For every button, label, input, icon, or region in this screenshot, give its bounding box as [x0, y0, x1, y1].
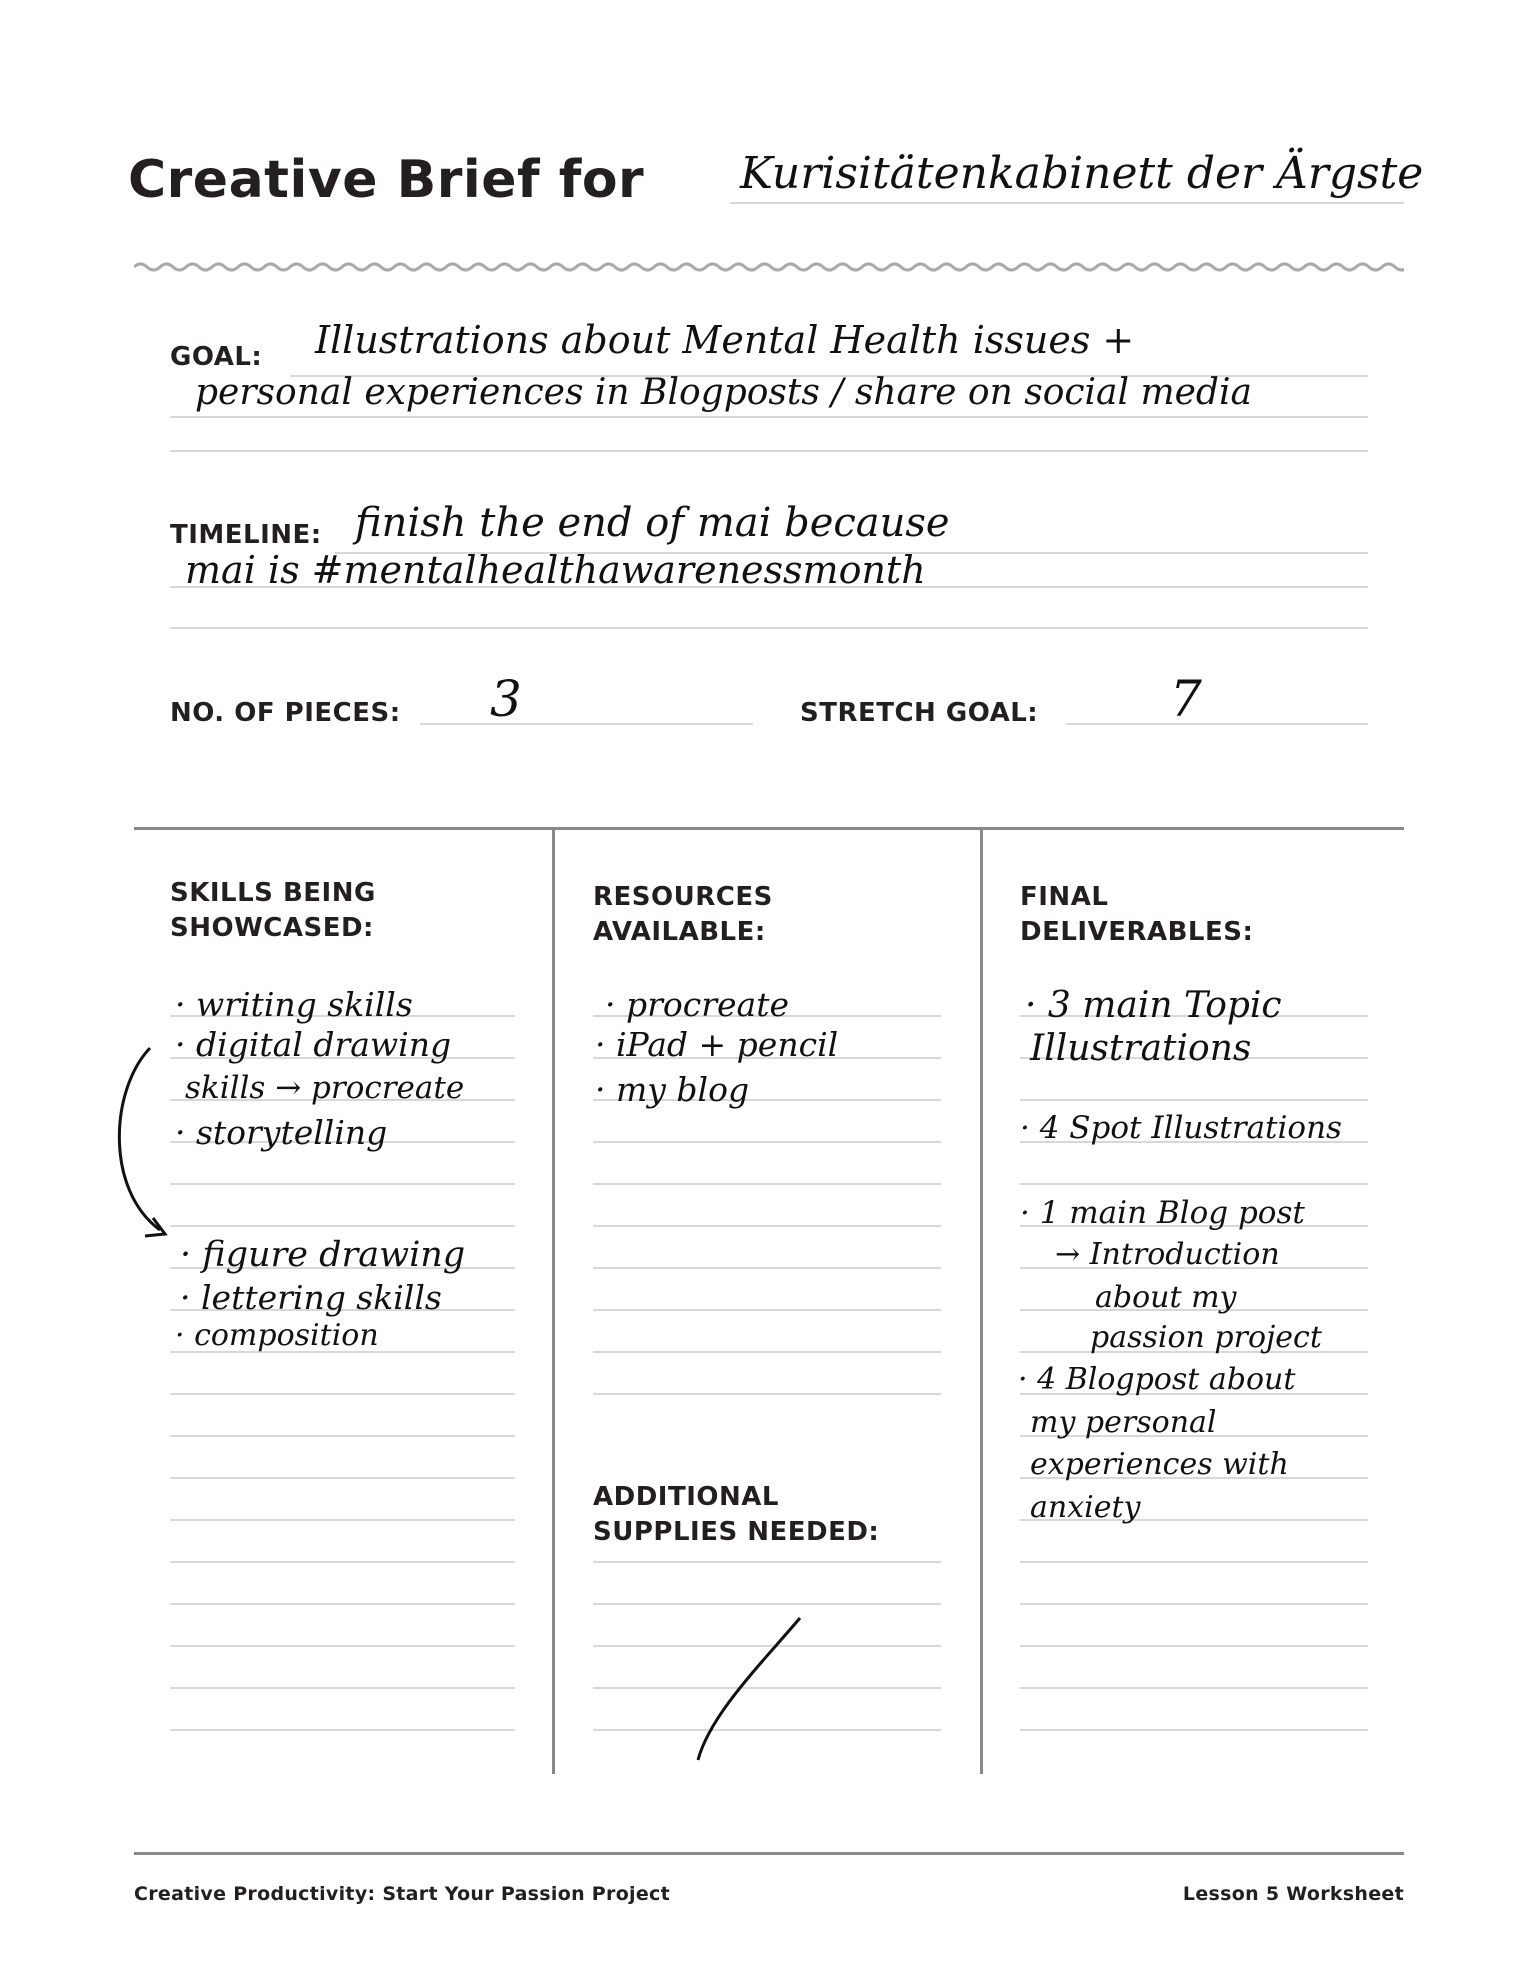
- ruled-line: [1020, 1561, 1368, 1563]
- timeline-text-2: mai is #mentalhealthawarenessmonth: [185, 548, 926, 592]
- footer-rule: [134, 1852, 1404, 1855]
- skills-item: · figure drawing: [180, 1235, 466, 1275]
- resources-item: · iPad + pencil: [595, 1025, 839, 1064]
- ruled-line: [170, 1729, 515, 1731]
- deliverables-item: my personal: [1030, 1405, 1217, 1440]
- footer-lesson-label: Lesson 5 Worksheet: [1182, 1883, 1404, 1905]
- skills-item: · lettering skills: [180, 1278, 442, 1317]
- ruled-line: [170, 1183, 515, 1185]
- deliverables-item: anxiety: [1030, 1490, 1141, 1525]
- goal-label: GOAL:: [170, 342, 263, 372]
- skills-label: SKILLS BEING SHOWCASED:: [170, 878, 376, 943]
- pieces-value: 3: [490, 670, 522, 728]
- ruled-line: [170, 1435, 515, 1437]
- ruled-line: [1020, 1183, 1368, 1185]
- ruled-line: [593, 1267, 941, 1269]
- stretch-goal-value: 7: [1170, 670, 1202, 728]
- deliverables-item: · 4 Spot Illustrations: [1020, 1110, 1342, 1146]
- skills-item: skills → procreate: [185, 1070, 465, 1106]
- ruled-line: [1020, 1099, 1368, 1101]
- ruled-line: [1020, 1729, 1368, 1731]
- ruled-line: [170, 1225, 515, 1227]
- ruled-line: [1020, 1645, 1368, 1647]
- ruled-line: [593, 1309, 941, 1311]
- deliverables-label: FINAL DELIVERABLES:: [1020, 882, 1254, 947]
- ruled-line: [170, 1687, 515, 1689]
- footer-course-title: Creative Productivity: Start Your Passion Project: [134, 1883, 671, 1905]
- ruled-line: [170, 1645, 515, 1647]
- ruled-line: [593, 1225, 941, 1227]
- deliverables-item: · 4 Blogpost about: [1018, 1362, 1296, 1397]
- empty-slash-mark: [680, 1610, 810, 1770]
- resources-label: RESOURCES AVAILABLE:: [593, 882, 773, 947]
- ruled-line: [593, 1603, 941, 1605]
- goal-text-1: Illustrations about Mental Health issues +: [315, 318, 1135, 362]
- deliverables-item: · 3 main Topic: [1025, 985, 1282, 1026]
- deliverables-item: Illustrations: [1030, 1028, 1252, 1069]
- deliverables-item: passion project: [1090, 1320, 1322, 1355]
- skills-item: · composition: [175, 1318, 379, 1353]
- page-title: Creative Brief for: [128, 150, 645, 210]
- ruled-line: [170, 1603, 515, 1605]
- curved-arrow-icon: [105, 1040, 195, 1250]
- timeline-label: TIMELINE:: [170, 520, 322, 550]
- ruled-line: [1020, 1687, 1368, 1689]
- ruled-line: [170, 1519, 515, 1521]
- goal-text-2: personal experiences in Blogposts / share on social media: [195, 372, 1252, 413]
- ruled-line: [593, 1393, 941, 1395]
- stretch-goal-label: STRETCH GOAL:: [800, 698, 1039, 728]
- ruled-line: [170, 1477, 515, 1479]
- deliverables-item: · 1 main Blog post: [1020, 1195, 1305, 1231]
- deliverables-item: about my: [1095, 1280, 1237, 1315]
- ruled-line: [593, 1141, 941, 1143]
- ruled-line: [1020, 1603, 1368, 1605]
- ruled-line: [593, 1183, 941, 1185]
- resources-item: · procreate: [605, 985, 789, 1024]
- resources-item: · my blog: [595, 1070, 750, 1109]
- project-name: Kurisitätenkabinett der Ärgste: [740, 148, 1424, 199]
- ruled-line: [593, 1351, 941, 1353]
- ruled-line: [170, 1561, 515, 1563]
- pieces-label: NO. OF PIECES:: [170, 698, 401, 728]
- deliverables-item: experiences with: [1030, 1447, 1289, 1482]
- skills-item: · digital drawing: [175, 1025, 452, 1064]
- skills-item: · storytelling: [175, 1113, 388, 1152]
- column-divider-1: [552, 829, 555, 1774]
- supplies-label: ADDITIONAL SUPPLIES NEEDED:: [593, 1482, 880, 1547]
- deliverables-item: → Introduction: [1055, 1237, 1280, 1272]
- ruled-line: [593, 1561, 941, 1563]
- ruled-line: [170, 1393, 515, 1395]
- timeline-text-1: finish the end of mai because: [355, 500, 950, 546]
- skills-item: · writing skills: [175, 985, 413, 1024]
- column-divider-2: [980, 829, 983, 1774]
